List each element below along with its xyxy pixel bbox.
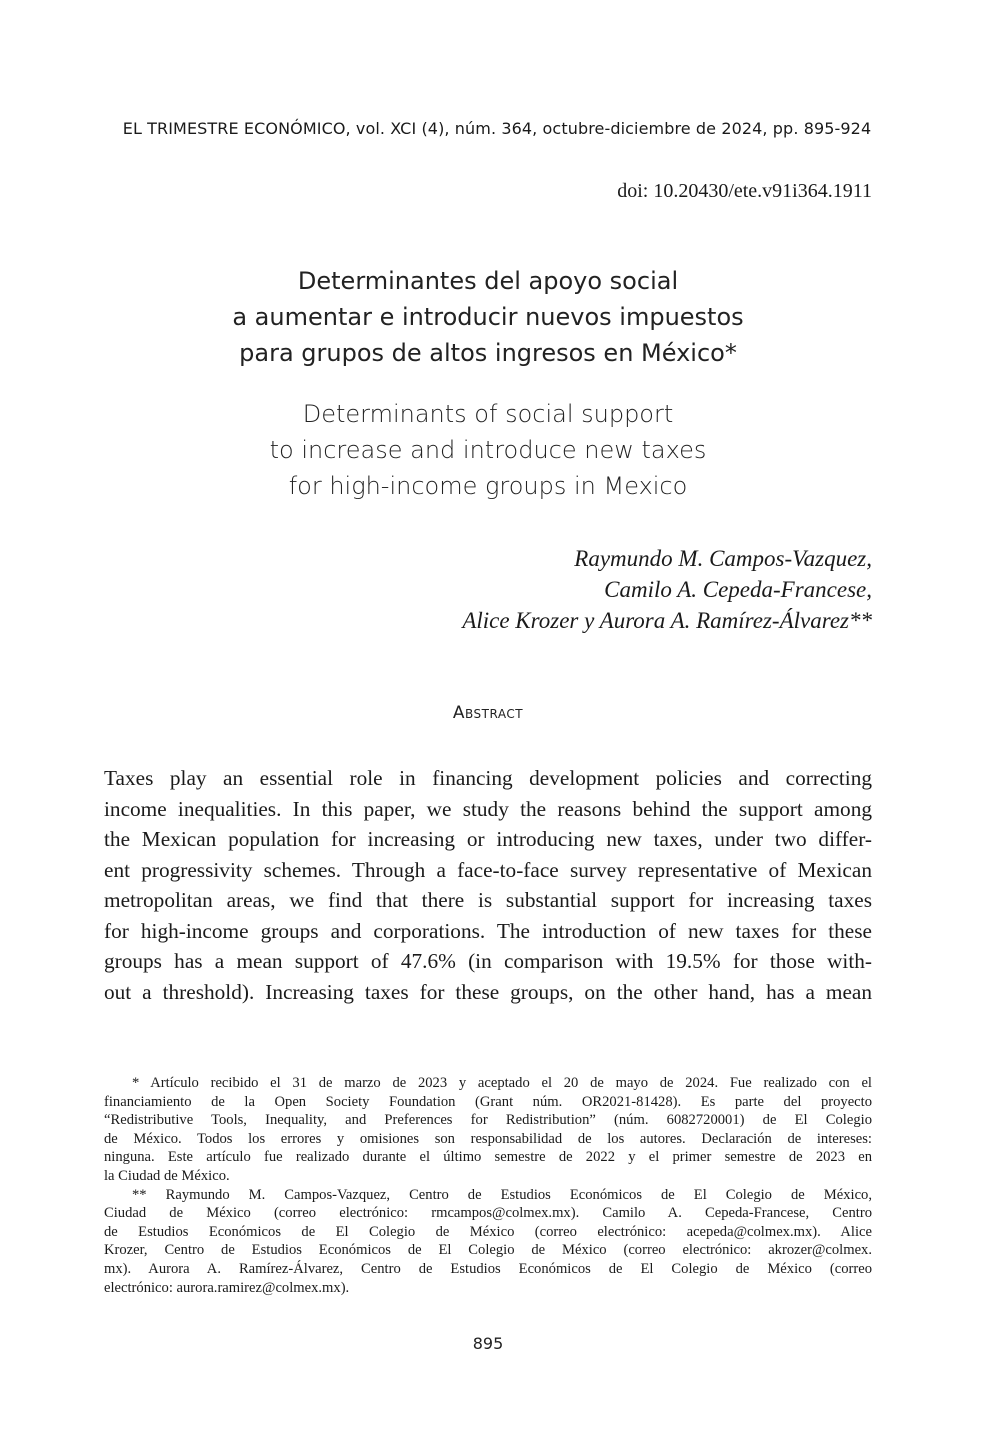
abstract-line: for high-income groups and corporations. The introduction of new taxes for these bbox=[104, 918, 872, 943]
abstract-line: income inequalities. In this paper, we study the reasons behind the support among bbox=[104, 796, 872, 821]
footnote-line: * Artículo recibido el 31 de marzo de 2023 y aceptado el 20 de mayo de 2024. Fue realizado con el bbox=[132, 1075, 872, 1091]
title-spanish-line: Determinantes del apoyo social bbox=[297, 267, 679, 295]
page-number: 895 bbox=[472, 1334, 504, 1353]
footnote-line: la Ciudad de México. bbox=[104, 1167, 230, 1184]
abstract-heading: Abstract bbox=[452, 703, 524, 723]
abstract-text bbox=[104, 763, 872, 1007]
footnote-line: Krozer, Centro de Estudios Económicos de El Colegio de México (correo electrónico: akrozer@colmex. bbox=[104, 1242, 872, 1259]
title-spanish-line: para grupos de altos ingresos en México* bbox=[239, 339, 737, 367]
abstract-line: groups has a mean support of 47.6% (in comparison with 19.5% for those with- bbox=[104, 949, 872, 973]
author-list bbox=[462, 543, 872, 636]
doi-link[interactable]: doi: 10.20430/ete.v91i364.1911 bbox=[617, 180, 872, 202]
abstract-line: out a threshold). Increasing taxes for these groups, on the other hand, has a mean bbox=[104, 979, 872, 1004]
abstract-line: ent progressivity schemes. Through a face-to-face survey representative of Mexican bbox=[104, 857, 872, 882]
footnote-line: ninguna. Este artículo fue realizado durante el último semestre de 2022 y el primer semestre de 2023 en bbox=[104, 1149, 872, 1166]
title-english bbox=[104, 396, 872, 504]
footnote-line: de México. Todos los errores y omisiones son responsabilidad de los autores. Declaración de intereses: bbox=[104, 1130, 872, 1147]
abstract-line: metropolitan areas, we find that there is substantial support for increasing taxes bbox=[104, 888, 872, 912]
author-line: Alice Krozer y Aurora A. Ramírez-Álvarez** bbox=[462, 608, 872, 633]
footnote-line: mx). Aurora A. Ramírez-Álvarez, Centro de Estudios Económicos de El Colegio de México (correo bbox=[104, 1260, 872, 1277]
footnotes bbox=[104, 1074, 872, 1297]
abstract-line: Taxes play an essential role in financing development policies and correcting bbox=[104, 766, 872, 790]
footnote-line: electrónico: aurora.ramirez@colmex.mx). bbox=[104, 1279, 350, 1296]
title-english-line: to increase and introduce new taxes bbox=[269, 436, 707, 464]
footnote-line: financiamiento de la Open Society Foundation (Grant núm. OR2021-81428). Es parte del proyecto bbox=[104, 1093, 872, 1110]
author-line: Camilo A. Cepeda-Francese, bbox=[604, 577, 872, 602]
footnote-author-affiliations bbox=[104, 1186, 872, 1298]
abstract-line: the Mexican population for increasing or introducing new taxes, under two differ- bbox=[104, 827, 872, 851]
title-english-line: for high-income groups in Mexico bbox=[288, 472, 688, 500]
author-line: Raymundo M. Campos-Vazquez, bbox=[574, 546, 872, 571]
footnote-article-info bbox=[104, 1074, 872, 1186]
journal-header: EL TRIMESTRE ECONÓMICO, vol. XCI (4), núm. 364, octubre-diciembre de 2024, pp. 895-924 bbox=[122, 119, 872, 138]
footnote-line: Ciudad de México (correo electrónico: rmcampos@colmex.mx). Camilo A. Cepeda-Francese, Centro bbox=[104, 1205, 872, 1222]
footnote-line: de Estudios Económicos de El Colegio de México (correo electrónico: acepeda@colmex.mx). Alice bbox=[104, 1223, 872, 1240]
title-spanish bbox=[104, 263, 872, 371]
footnote-line: ** Raymundo M. Campos-Vazquez, Centro de Estudios Económicos de El Colegio de México, bbox=[132, 1186, 872, 1203]
footnote-line: “Redistributive Tools, Inequality, and Preferences for Redistribution” (núm. 6082720001) de El Colegio bbox=[104, 1112, 872, 1129]
title-english-line: Determinants of social support bbox=[302, 400, 674, 428]
title-spanish-line: a aumentar e introducir nuevos impuestos bbox=[232, 303, 744, 331]
